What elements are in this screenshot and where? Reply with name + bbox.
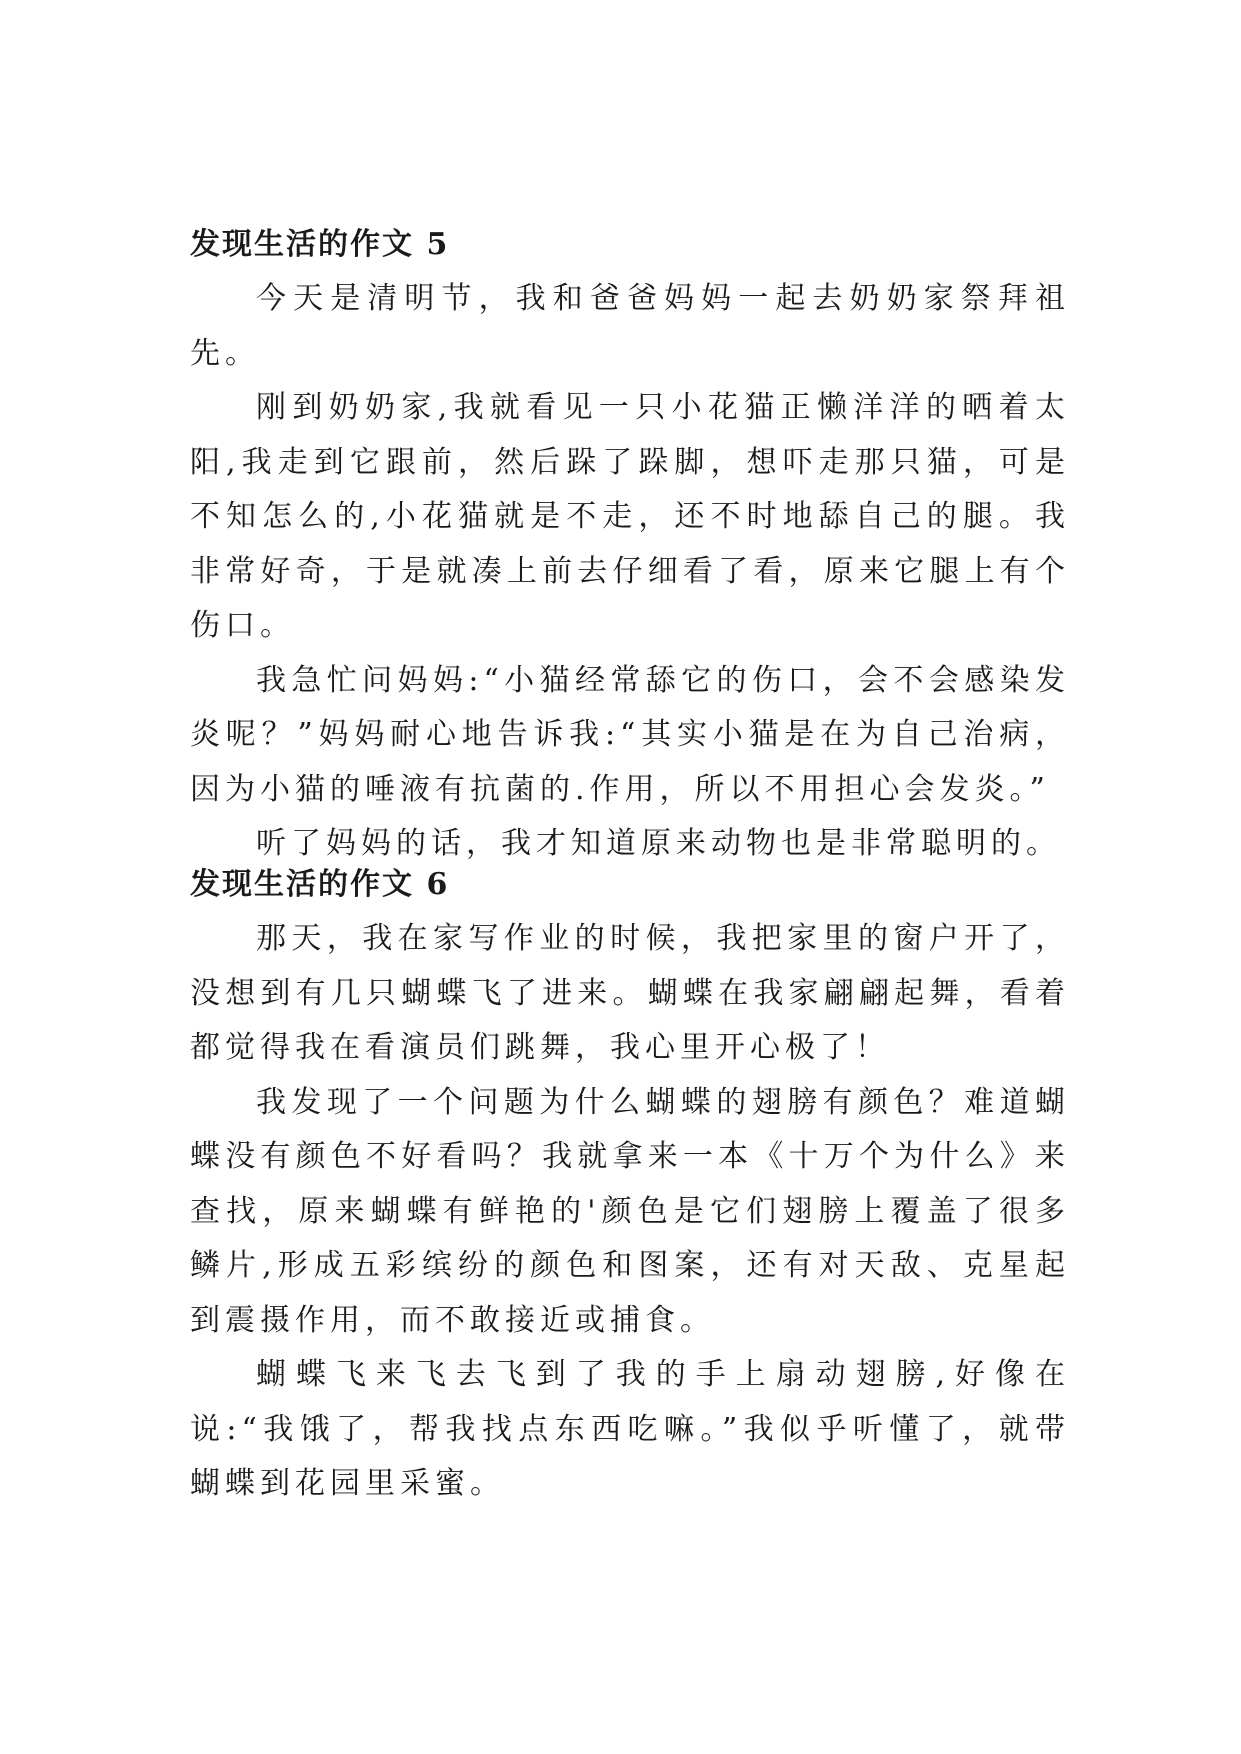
- paragraph: 那天，我在家写作业的时候，我把家里的窗户开了，没想到有几只蝴蝶飞了进来。蝴蝶在我家翩翩起舞，看着都觉得我在看演员们跳舞，我心里开心极了！: [190, 921, 1070, 1065]
- paragraph: 我急忙问妈妈:“小猫经常舔它的伤口，会不会感染发炎呢？”妈妈耐心地告诉我:“其实小猫是在为自己治病，因为小猫的唾液有抗菌的.作用，所以不用担心会发炎。”: [190, 662, 1070, 807]
- essay-section-6: [190, 858, 1070, 1512]
- paragraph: 今天是清明节，我和爸爸妈妈一起去奶奶家祭拜祖先。: [190, 281, 1070, 371]
- essay-section-5: [190, 218, 1070, 872]
- essay-title: 发现生活的作文 6: [190, 867, 450, 902]
- essay-title: 发现生活的作文 5: [190, 227, 450, 262]
- paragraph: 刚到奶奶家,我就看见一只小花猫正懒洋洋的晒着太阳,我走到它跟前，然后跺了跺脚，想吓走那只猫，可是不知怎么的,小花猫就是不走，还不时地舔自己的腿。我非常好奇，于是就凑上前去仔细看了看，原来它腿上有个伤口。: [190, 390, 1070, 643]
- paragraph: 听了妈妈的话，我才知道原来动物也是非常聪明的。: [256, 826, 1061, 861]
- paragraph: 我发现了一个问题为什么蝴蝶的翅膀有颜色？难道蝴蝶没有颜色不好看吗？我就拿来一本《十万个为什么》来查找，原来蝴蝶有鲜艳的'颜色是它们翅膀上覆盖了很多鳞片,形成五彩缤纷的颜色和图案，还有对天敌、克星起到震摄作用，而不敢接近或捕食。: [190, 1084, 1070, 1338]
- paragraph: 蝴蝶飞来飞去飞到了我的手上扇动翅膀,好像在说:“我饿了，帮我找点东西吃嘛。”我似乎听懂了，就带蝴蝶到花园里采蜜。: [190, 1357, 1070, 1501]
